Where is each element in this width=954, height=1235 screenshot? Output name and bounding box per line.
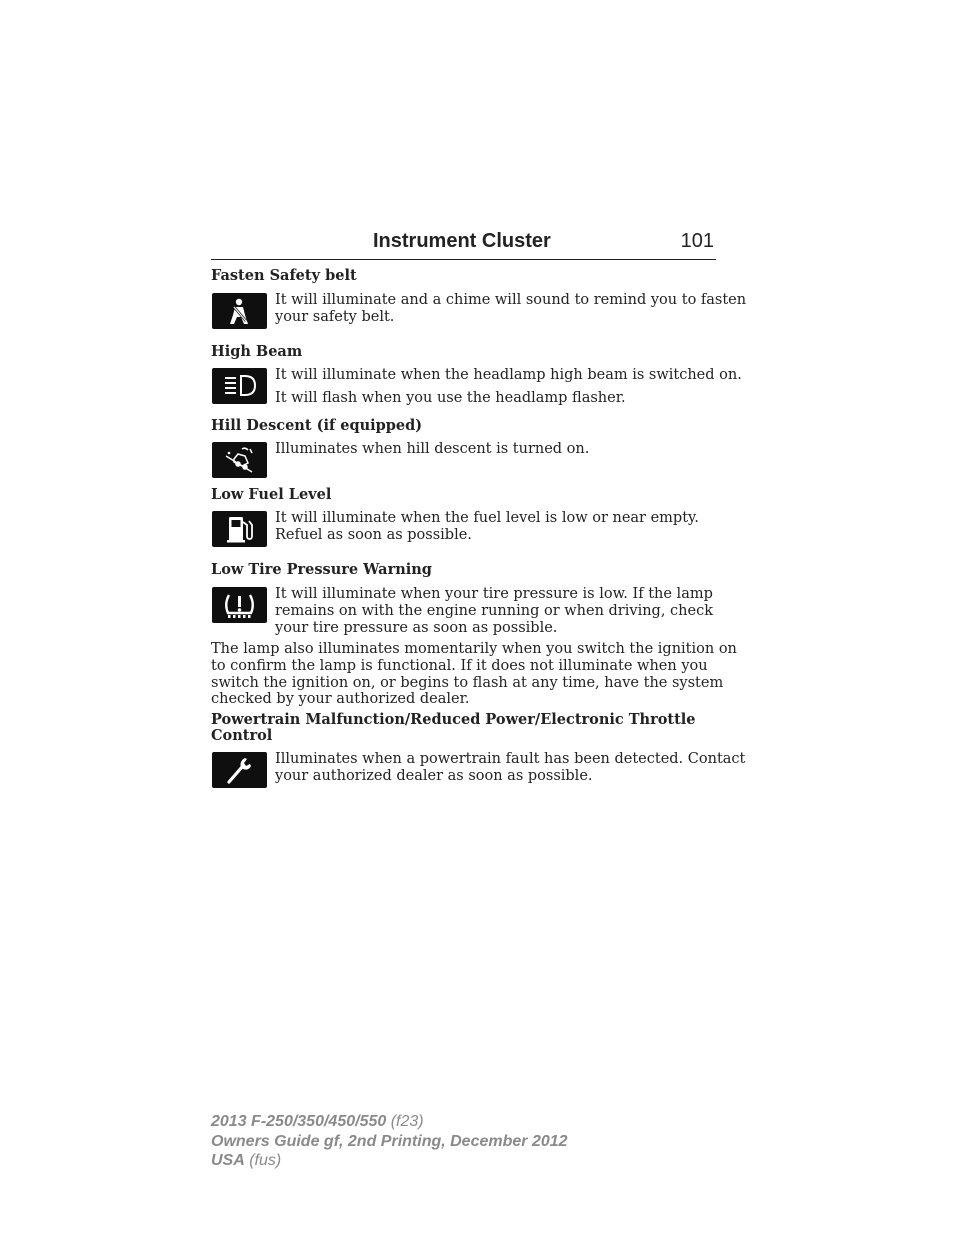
low-tire-pressure-description: It will illuminate when your tire pressure is low. If the lamp remains on with the engine running or when driving, check your tire pressure as soon as possible. <box>275 586 713 636</box>
page-header <box>211 228 716 260</box>
low-fuel-level-description: It will illuminate when the fuel level is low or near empty. Refuel as soon as possible. <box>275 510 699 543</box>
hill-descent-icon <box>212 442 267 478</box>
hill-descent-description: Illuminates when hill descent is turned on. <box>275 441 590 457</box>
heading-hill-descent: Hill Descent (if equipped) <box>211 417 423 434</box>
tire-pressure-paragraph: The lamp also illuminates momentarily when you switch the ignition on to confirm the lamp is functional. If it does not illuminate when you switch the ignition on, or begins to flash at any time, have the system checked by your authorized dealer. <box>211 641 737 708</box>
seat-belt-icon <box>212 293 267 329</box>
footer-region-line: USA (fus) <box>211 1152 282 1169</box>
heading-low-fuel-level: Low Fuel Level <box>211 486 332 503</box>
section-title: Instrument Cluster <box>373 230 551 252</box>
footer-guide-line: Owners Guide gf, 2nd Printing, December 2012 <box>211 1132 568 1150</box>
wrench-icon <box>212 752 267 788</box>
fuel-pump-icon <box>212 511 267 547</box>
heading-powertrain-malfunction: Powertrain Malfunction/Reduced Power/Electronic Throttle Control <box>211 711 696 744</box>
page-number: 101 <box>680 230 714 252</box>
high-beam-description: It will illuminate when the headlamp high beam is switched on. It will flash when you use the headlamp flasher. <box>275 367 742 406</box>
document-footer <box>211 1112 568 1171</box>
heading-low-tire-pressure-warning: Low Tire Pressure Warning <box>211 561 432 578</box>
powertrain-description: Illuminates when a powertrain fault has been detected. Contact your authorized dealer as soon as possible. <box>275 751 746 784</box>
tire-pressure-icon <box>212 587 267 623</box>
high-beam-icon <box>212 368 267 404</box>
fasten-safety-belt-description: It will illuminate and a chime will sound to remind you to fasten your safety belt. <box>275 292 747 325</box>
heading-fasten-safety-belt: Fasten Safety belt <box>211 267 357 284</box>
footer-model-line: 2013 F-250/350/450/550 (f23) <box>211 1113 424 1130</box>
heading-high-beam: High Beam <box>211 343 303 360</box>
